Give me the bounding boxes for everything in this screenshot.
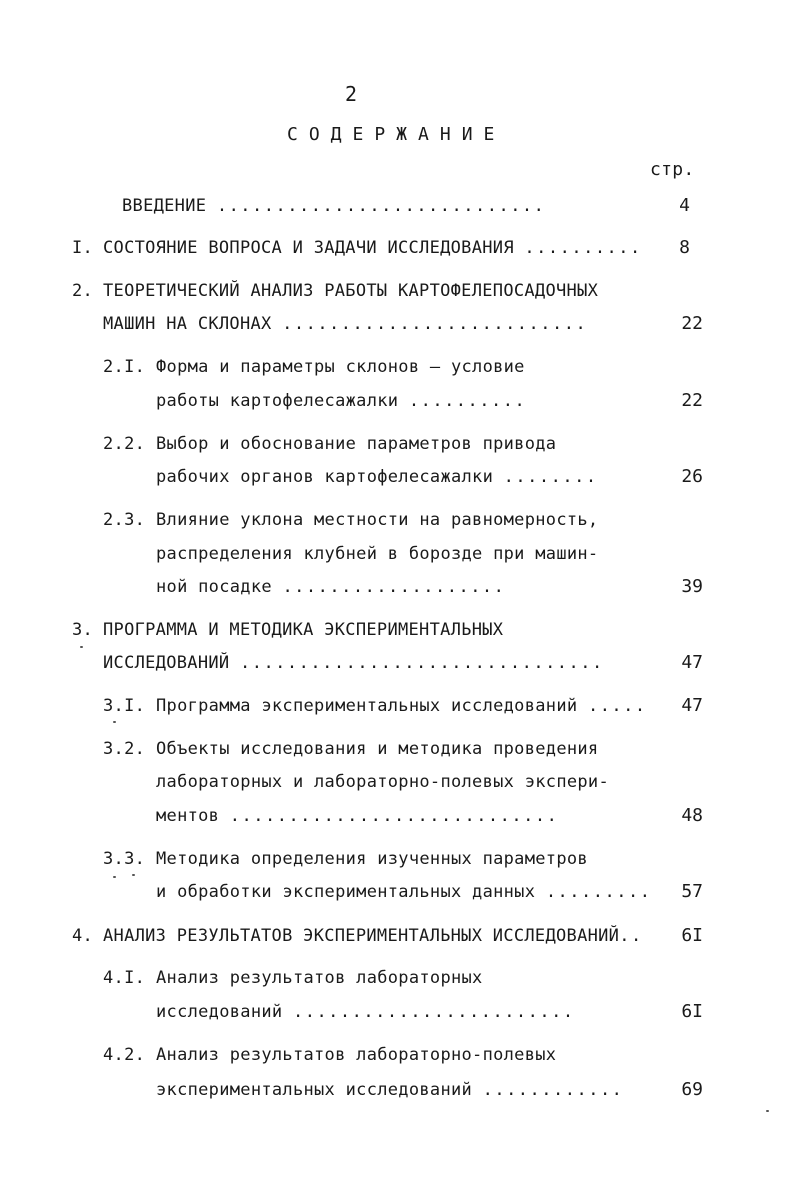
toc-entry-number: 2.I. xyxy=(103,357,146,377)
toc-entry-page: 6I xyxy=(681,1001,703,1022)
toc-entry-title-line: лабораторных и лабораторно-полевых экспери- xyxy=(156,772,609,792)
scan-speck xyxy=(113,721,116,723)
toc-entry-title-line: ИССЛЕДОВАНИЙ xyxy=(103,653,230,673)
leader-dots: ............................ xyxy=(216,196,546,216)
toc-entry-number: 3.2. xyxy=(103,739,146,759)
toc-entry-title-line: Методика определения изученных параметров xyxy=(156,849,588,869)
toc-entry-page: 26 xyxy=(681,466,703,487)
toc-entry-number: 4.I. xyxy=(103,968,146,988)
toc-entry-title-line: Выбор и обоснование параметров привода xyxy=(156,434,557,454)
toc-entry-title-line: экспериментальных исследований xyxy=(156,1080,473,1100)
page-column-label: стр. xyxy=(650,159,695,180)
toc-entry-title-line: ментов xyxy=(156,806,220,826)
toc-entry-page: 47 xyxy=(681,652,703,673)
toc-entry-page: 39 xyxy=(681,576,703,597)
toc-entry-title-line: ной посадке xyxy=(156,577,272,597)
toc-entry-title-line: ПРОГРАММА И МЕТОДИКА ЭКСПЕРИМЕНТАЛЬНЫХ xyxy=(103,620,504,640)
toc-entry-number: 3.3. xyxy=(103,849,146,869)
toc-entry-title-line: и обработки экспериментальных данных xyxy=(156,882,536,902)
toc-entry-page: 22 xyxy=(681,313,703,334)
leader-dots: ........................ xyxy=(292,1002,575,1022)
page-number: 2 xyxy=(345,82,358,106)
leader-dots: ................... xyxy=(282,577,506,597)
scan-speck xyxy=(80,646,83,648)
leader-dots: .......... xyxy=(524,238,642,258)
toc-entry-number: I. xyxy=(72,238,94,258)
toc-entry-number: 3.I. xyxy=(103,696,146,716)
toc-entry-title-line: Влияние уклона местности на равномерность, xyxy=(156,510,599,530)
scan-speck xyxy=(132,874,135,876)
leader-dots: .......................... xyxy=(282,314,588,334)
toc-entry-title-line: исследований xyxy=(156,1002,283,1022)
page-title: СОДЕРЖАНИЕ xyxy=(287,124,506,145)
toc-entry-title-line: ТЕОРЕТИЧЕСКИЙ АНАЛИЗ РАБОТЫ КАРТОФЕЛЕПОСАДОЧНЫХ xyxy=(103,281,599,301)
toc-entry-title: Программа экспериментальных исследований xyxy=(156,696,578,716)
toc-entry-number: 3. xyxy=(72,620,94,640)
toc-entry-title-line: Форма и параметры склонов – условие xyxy=(156,357,525,377)
toc-entry-title-line: Анализ результатов лабораторно-полевых xyxy=(156,1045,557,1065)
toc-entry-page: 47 xyxy=(681,695,703,716)
leader-dots: ......... xyxy=(545,882,652,902)
toc-entry-page: 6I xyxy=(681,925,703,946)
toc-entry-page: 57 xyxy=(681,881,703,902)
toc-entry-page: 69 xyxy=(681,1079,703,1100)
toc-entry-page: 22 xyxy=(681,390,703,411)
leader-dots: ........ xyxy=(503,467,598,487)
toc-entry-number: 2. xyxy=(72,281,94,301)
toc-entry-title-line: распределения клубней в борозде при машин- xyxy=(156,544,599,564)
toc-entry-page: 48 xyxy=(681,805,703,826)
toc-entry-number: 2.2. xyxy=(103,434,146,454)
toc-entry-title: ВВЕДЕНИЕ xyxy=(122,196,207,216)
toc-entry-number: 4.2. xyxy=(103,1045,146,1065)
toc-entry-title-line: работы картофелесажалки xyxy=(156,391,399,411)
leader-dots: ............................... xyxy=(239,653,604,673)
toc-entry-number: 4. xyxy=(72,926,94,946)
leader-dots: .......... xyxy=(408,391,527,411)
toc-entry-title-line: рабочих органов картофелесажалки xyxy=(156,467,494,487)
leader-dots: ............................ xyxy=(229,806,559,826)
toc-entry-number: 2.3. xyxy=(103,510,146,530)
leader-dots: ............ xyxy=(482,1080,624,1100)
toc-entry-page: 4 xyxy=(679,195,690,216)
leader-dots: .. xyxy=(619,926,643,946)
scan-speck xyxy=(113,876,116,878)
toc-entry-title-line: Объекты исследования и методика проведения xyxy=(156,739,599,759)
scan-speck xyxy=(766,1110,769,1112)
leader-dots: ..... xyxy=(587,696,647,716)
toc-entry-title: СОСТОЯНИЕ ВОПРОСА И ЗАДАЧИ ИССЛЕДОВАНИЯ xyxy=(103,238,514,258)
toc-entry-page: 8 xyxy=(679,237,690,258)
toc-entry-title-line: Анализ результатов лабораторных xyxy=(156,968,483,988)
toc-entry-title: АНАЛИЗ РЕЗУЛЬТАТОВ ЭКСПЕРИМЕНТАЛЬНЫХ ИССЛЕДОВАНИЙ xyxy=(103,926,620,946)
toc-entry-title-line: МАШИН НА СКЛОНАХ xyxy=(103,314,272,334)
